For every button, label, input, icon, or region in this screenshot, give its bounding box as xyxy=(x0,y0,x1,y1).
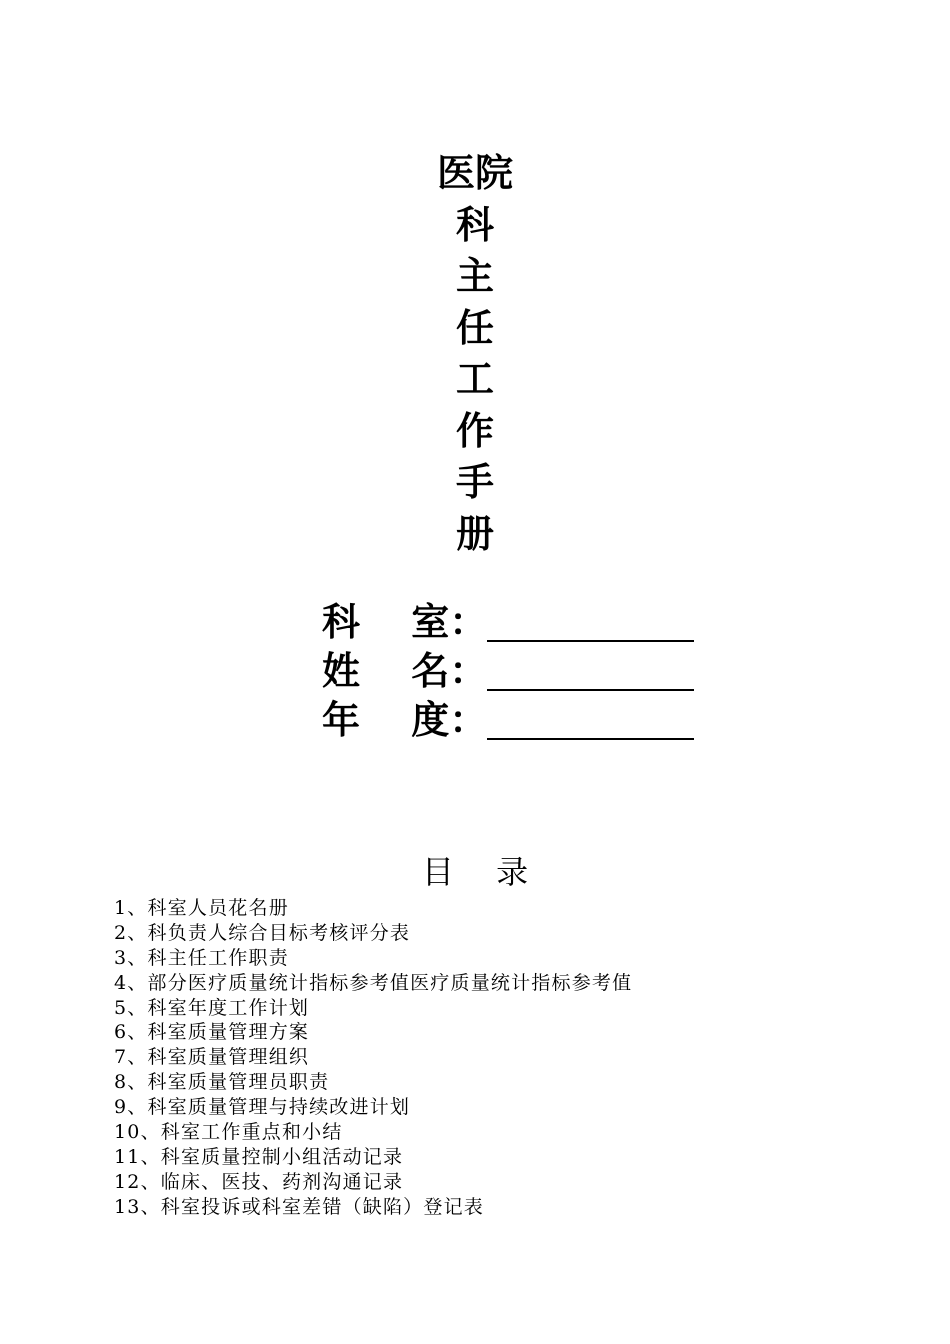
name-label: 姓 名： xyxy=(322,649,488,693)
toc-item: 1、科室人员花名册 xyxy=(114,897,289,919)
title-line: 作 xyxy=(455,408,494,453)
title-line: 工 xyxy=(455,357,494,401)
form-row-department xyxy=(322,598,702,647)
toc-item: 9、科室质量管理与持续改进计划 xyxy=(114,1096,411,1119)
title-line: 手 xyxy=(455,460,494,504)
toc-item: 3、科主任工作职责 xyxy=(114,946,289,969)
title-line: 医院 xyxy=(436,151,513,195)
toc-item: 8、科室质量管理员职责 xyxy=(114,1071,330,1094)
table-of-contents xyxy=(114,896,632,1220)
title-line: 科 xyxy=(455,202,494,247)
toc-item: 2、科负责人综合目标考核评分表 xyxy=(114,921,411,944)
document-title xyxy=(0,148,950,560)
toc-item: 12、临床、医技、药剂沟通记录 xyxy=(114,1170,404,1193)
name-blank[interactable] xyxy=(487,689,694,691)
toc-item: 5、科室年度工作计划 xyxy=(114,996,310,1019)
title-line: 任 xyxy=(455,305,494,350)
toc-item: 10、科室工作重点和小结 xyxy=(114,1121,343,1144)
toc-heading: 目 录 xyxy=(421,853,529,891)
department-blank[interactable] xyxy=(487,640,694,642)
form-row-name xyxy=(322,647,702,696)
toc-item: 4、部分医疗质量统计指标参考值医疗质量统计指标参考值 xyxy=(114,971,633,994)
toc-item: 11、科室质量控制小组活动记录 xyxy=(114,1145,404,1168)
toc-item: 6、科室质量管理方案 xyxy=(114,1021,310,1044)
department-label: 科 室： xyxy=(322,600,488,644)
year-blank[interactable] xyxy=(487,738,694,740)
title-line: 主 xyxy=(455,254,494,298)
toc-item: 13、科室投诉或科室差错（缺陷）登记表 xyxy=(114,1195,484,1218)
toc-item: 7、科室质量管理组织 xyxy=(114,1046,310,1069)
form-row-year xyxy=(322,696,702,745)
cover-form xyxy=(322,598,702,745)
title-line: 册 xyxy=(455,511,494,556)
year-label: 年 度： xyxy=(322,698,488,742)
